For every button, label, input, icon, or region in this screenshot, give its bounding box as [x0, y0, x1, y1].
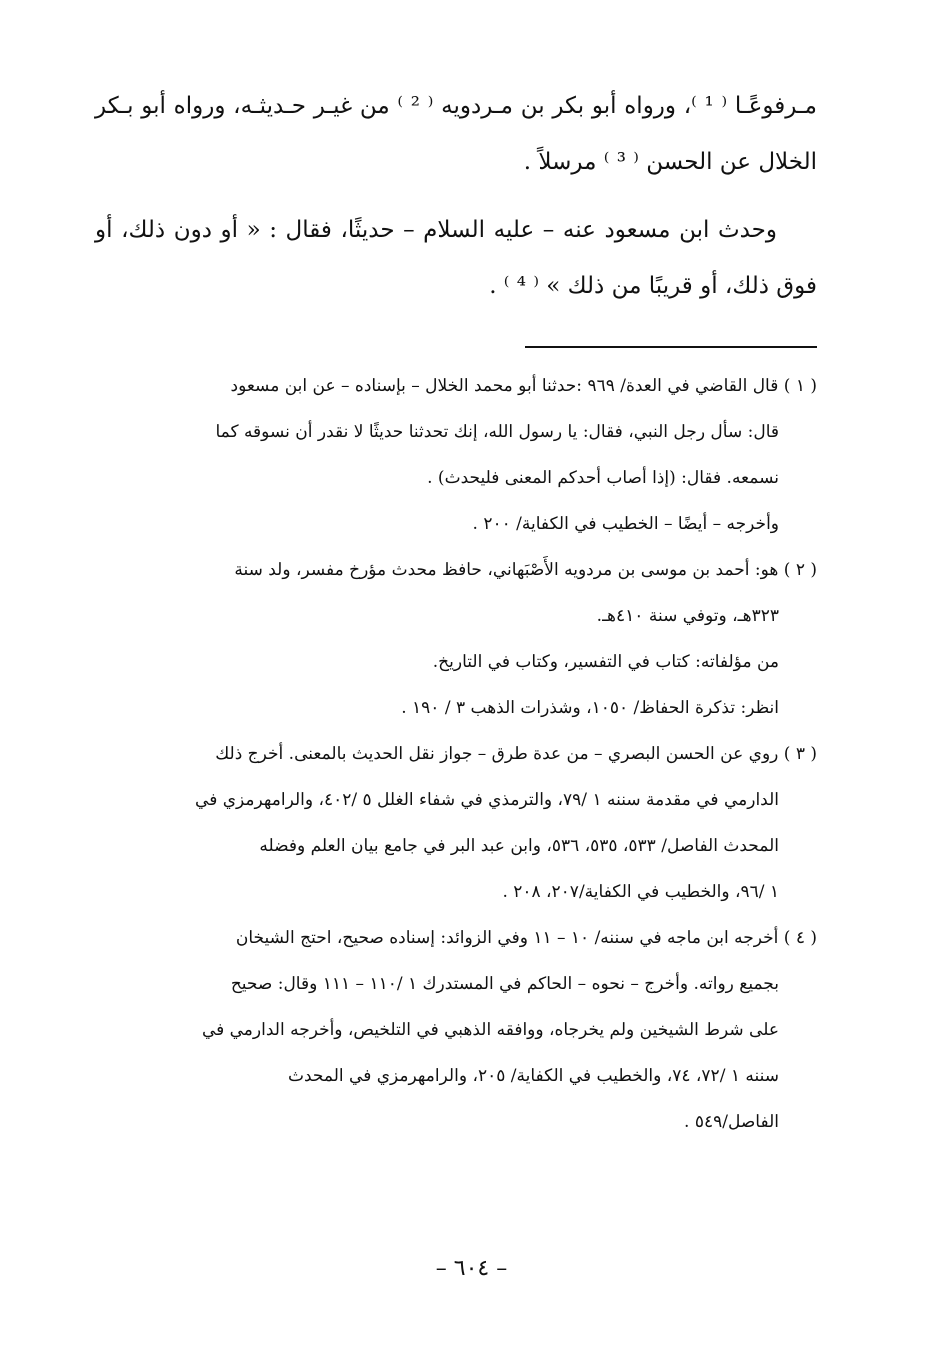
main-text — [95, 78, 817, 326]
footnote-divider — [525, 346, 817, 348]
footnote-line: انظر: تذكرة الحفاظ/ ١٠٥٠، وشذرات الذهب ٣ / ١٩٠ . — [401, 698, 779, 718]
footnote-line: نسمعه. فقال: (إذا أصاب أحدكم المعنى فليحدث) . — [427, 468, 779, 488]
footnote-1 — [95, 363, 817, 547]
footnote-line: الدارمي في مقدمة سننه ١ /٧٩، والترمذي في شفاء الغلل ٥ /٤٠٢، والرامهرمزي في — [195, 790, 779, 810]
footnote-line: قال: سأل رجل النبي، فقال: يا رسول الله، إنك تحدثنا حديثًا لا نقدر أن نسوقه كما — [215, 422, 779, 442]
footnote-line: ( ٤ ) أخرجه ابن ماجه في سننه/ ١٠ – ١١ وفي الزوائد: إسناده صحيح، احتج الشيخان — [235, 928, 817, 948]
paragraph-1-line-1: مـرفوعًـا ⁽ ¹ ⁾، ورواه أبو بكر بن مـردويه ⁽ ² ⁾ من غيـر حـديثـه، ورواه أبو بـكر — [95, 93, 817, 119]
footnote-line: ( ٢ ) هو: أحمد بن موسى بن مردويه الأَصْبَهاني، حافظ محدث مؤرخ مفسر، ولد سنة — [234, 560, 817, 580]
footnote-line: المحدث الفاصل/ ٥٣٣، ٥٣٥، ٥٣٦، وابن عبد البر في جامع بيان العلم وفضله — [259, 836, 779, 856]
paragraph-2 — [95, 202, 817, 314]
footnote-line: ( ١ ) قال القاضي في العدة/ ٩٦٩ :حدثنا أبو محمد الخلال – بإسناده – عن ابن مسعود — [230, 376, 817, 396]
footnote-line: ( ٣ ) روي عن الحسن البصري – من عدة طرق – جواز نقل الحديث بالمعنى. أخرج ذلك — [215, 744, 817, 764]
footnote-line: سننه ١ /٧٢، ٧٤، والخطيب في الكفاية/ ٢٠٥، والرامهرمزي في المحدث — [287, 1066, 779, 1086]
paragraph-2-line-1: وحدث ابن مسعود عنه – عليه السلام – حديثًا، فقال : « أو دون ذلك، — [121, 217, 777, 243]
footnotes — [95, 363, 817, 1145]
footnote-line: الفاصل/٥٤٩ . — [684, 1112, 779, 1132]
paragraph-1 — [95, 78, 817, 190]
footnote-line: بجميع رواته. وأخرج – نحوه – الحاكم في المستدرك ١ /١١٠ – ١١١ وقال: صحيح — [230, 974, 779, 994]
page-number: – ٦٠٤ – — [435, 1256, 508, 1281]
footnote-line: وأخرجه – أيضًا – الخطيب في الكفاية/ ٢٠٠ . — [472, 514, 779, 534]
footnote-line: من مؤلفاته: كتاب في التفسير، وكتاب في التاريخ. — [432, 652, 779, 672]
footnote-3 — [95, 731, 817, 915]
footnote-2 — [95, 547, 817, 731]
footnote-line: على شرط الشيخين ولم يخرجاه، ووافقه الذهبي في التلخيص، وأخرجه الدارمي في — [201, 1020, 779, 1040]
footnote-line: ١ /٩٦، والخطيب في الكفاية/٢٠٧، ٢٠٨ . — [502, 882, 779, 902]
paragraph-2-line-2: أو فوق ذلك، أو قريبًا من ذلك » ⁽ ⁴ ⁾ . — [95, 217, 817, 299]
paragraph-1-line-2: الخلال عن الحسن ⁽ ³ ⁾ مرسلاً . — [523, 149, 817, 175]
footnote-line: ٣٢٣هـ، وتوفي سنة ٤١٠هـ. — [596, 606, 779, 626]
footnote-4 — [95, 915, 817, 1145]
